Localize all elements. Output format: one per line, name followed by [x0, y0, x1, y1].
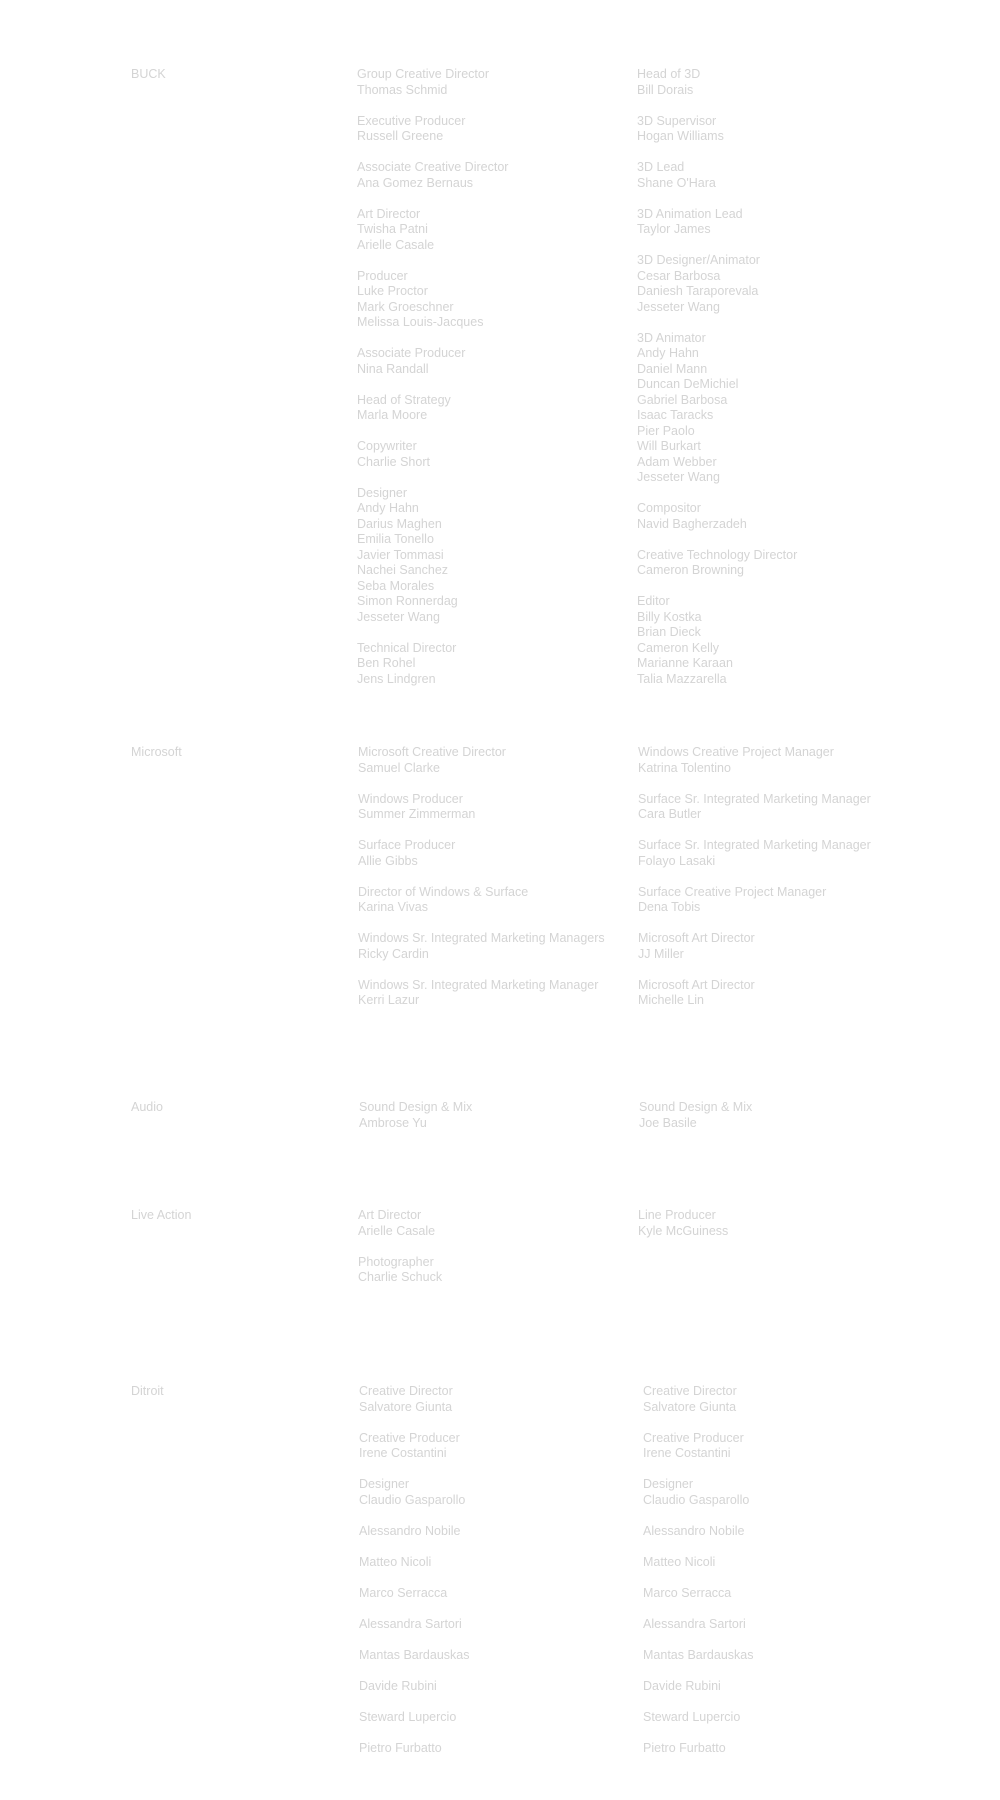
credit-role: Windows Producer [358, 791, 463, 806]
credits-column-left [358, 1208, 628, 1301]
credit-group [638, 792, 908, 823]
credit-name: Marco Serracca [359, 1585, 448, 1600]
credit-role: Microsoft Art Director [638, 931, 755, 945]
credit-name: Cameron Browning [637, 563, 744, 577]
section-label: Microsoft [131, 745, 182, 759]
credit-group [643, 1586, 913, 1602]
credit-group [643, 1741, 913, 1757]
credits-column-right [638, 745, 908, 1024]
credit-name: Kyle McGuiness [638, 1223, 729, 1238]
credit-group [357, 269, 627, 331]
credit-name: Adam Webber [637, 454, 717, 469]
credits-column-right [643, 1384, 913, 1772]
credit-group [359, 1100, 629, 1131]
credit-name: Claudio Gasparollo [643, 1492, 750, 1507]
credit-name: Simon Ronnerdag [357, 594, 458, 608]
credit-group [643, 1617, 913, 1633]
credit-group [638, 1208, 908, 1239]
credit-name: Allie Gibbs [358, 853, 418, 868]
credit-group [638, 745, 908, 776]
credit-name: Matteo Nicoli [359, 1554, 432, 1569]
credit-group [357, 207, 627, 254]
credit-name: Darius Maghen [357, 516, 442, 531]
credit-role: Copywriter [357, 439, 417, 453]
credit-name: Pietro Furbatto [643, 1740, 726, 1755]
credit-name: Nachei Sanchez [357, 563, 449, 577]
credit-role: Art Director [358, 1208, 422, 1222]
credit-group [359, 1431, 629, 1462]
credits-column-left [359, 1100, 629, 1147]
credit-name: Billy Kostka [637, 609, 702, 624]
credit-name: Nina Randall [357, 361, 429, 376]
credit-name: Salvatore Giunta [359, 1399, 453, 1414]
section-label: BUCK [131, 67, 166, 81]
credit-name: Michelle Lin [638, 993, 705, 1007]
credits-column-right [639, 1100, 909, 1147]
credits-column-left [358, 745, 628, 1024]
credit-name: Pier Paolo [637, 423, 695, 438]
credit-role: Executive Producer [357, 113, 466, 128]
credit-group [643, 1384, 913, 1415]
credit-role: Surface Creative Project Manager [638, 884, 827, 899]
credit-role: Line Producer [638, 1208, 716, 1222]
credit-role: Microsoft Art Director [638, 977, 755, 992]
credit-group [638, 978, 908, 1009]
credit-name: Jens Lindgren [357, 671, 436, 686]
credit-group [359, 1617, 629, 1633]
credit-group [643, 1555, 913, 1571]
credit-role: Associate Creative Director [357, 160, 509, 174]
credit-role: Group Creative Director [357, 67, 489, 81]
credit-name: Alessandro Nobile [359, 1523, 461, 1538]
credit-name: Irene Costantini [359, 1446, 447, 1460]
credit-group [638, 838, 908, 869]
credit-name: Dena Tobis [638, 900, 701, 914]
credit-name: Jesseter Wang [637, 299, 720, 314]
credit-group [638, 885, 908, 916]
section-label: Audio [131, 1100, 163, 1114]
credit-name: Andy Hahn [357, 501, 419, 515]
credit-role: Designer [359, 1477, 410, 1491]
credit-name: Andy Hahn [637, 346, 699, 360]
credit-name: Summer Zimmerman [358, 807, 476, 821]
credit-name: Folayo Lasaki [638, 853, 716, 868]
credit-group [643, 1477, 913, 1508]
credit-role: Surface Sr. Integrated Marketing Manager [638, 791, 871, 806]
credit-group [359, 1586, 629, 1602]
credit-group [639, 1100, 909, 1131]
credit-group [358, 931, 628, 962]
credit-name: Javier Tommasi [357, 547, 444, 562]
credit-name: Joe Basile [639, 1115, 697, 1130]
credit-name: Irene Costantini [643, 1446, 731, 1460]
credits-column-right [637, 67, 907, 703]
credit-role: Head of Strategy [357, 392, 451, 407]
section-label: Ditroit [131, 1384, 164, 1398]
credit-group [359, 1524, 629, 1540]
credit-name: Mark Groeschner [357, 299, 454, 314]
credit-name: Ricky Cardin [358, 946, 429, 961]
credit-role: Producer [357, 268, 408, 283]
credit-role: 3D Lead [637, 160, 685, 174]
credit-group [643, 1710, 913, 1726]
credit-group [637, 501, 907, 532]
credit-name: Emilia Tonello [357, 532, 434, 546]
credit-name: Katrina Tolentino [638, 760, 731, 775]
credit-group [357, 641, 627, 688]
credit-name: Ben Rohel [357, 656, 416, 670]
credit-name: Salvatore Giunta [643, 1399, 737, 1414]
credit-role: Sound Design & Mix [359, 1100, 473, 1114]
credit-role: 3D Animator [637, 330, 706, 345]
credit-role: Surface Producer [358, 838, 456, 852]
credit-name: Kerri Lazur [358, 993, 420, 1007]
credit-group [359, 1648, 629, 1664]
credit-name: Ana Gomez Bernaus [357, 175, 474, 190]
credit-role: Technical Director [357, 640, 457, 655]
credit-name: Arielle Casale [357, 237, 435, 252]
credits-column-left [357, 67, 627, 703]
credit-name: Charlie Short [357, 454, 430, 469]
credits-column-left [359, 1384, 629, 1772]
credit-role: Windows Sr. Integrated Marketing Managers [358, 931, 605, 945]
credit-group [643, 1679, 913, 1695]
credit-name: Matteo Nicoli [643, 1554, 716, 1569]
credit-role: Designer [643, 1477, 694, 1491]
credit-name: Steward Lupercio [359, 1709, 457, 1724]
credit-name: Cameron Kelly [637, 640, 719, 655]
credit-name: Talia Mazzarella [637, 671, 727, 686]
credit-name: Isaac Taracks [637, 408, 714, 422]
credit-role: Compositor [637, 501, 701, 515]
credit-name: Mantas Bardauskas [359, 1647, 470, 1662]
credit-group [637, 594, 907, 687]
credit-group [637, 67, 907, 98]
credit-role: Windows Sr. Integrated Marketing Manager [358, 977, 599, 992]
credit-name: Jesseter Wang [637, 470, 720, 484]
credit-name: Davide Rubini [643, 1678, 721, 1693]
credit-name: Arielle Casale [358, 1223, 436, 1238]
credit-group [637, 160, 907, 191]
credit-role: Art Director [357, 206, 421, 221]
credit-name: Duncan DeMichiel [637, 377, 739, 391]
credit-name: Marianne Karaan [637, 656, 733, 670]
credit-name: Davide Rubini [359, 1678, 437, 1693]
section-label: Live Action [131, 1208, 192, 1222]
credit-role: Editor [637, 594, 670, 608]
credit-name: Ambrose Yu [359, 1115, 427, 1130]
credit-group [358, 885, 628, 916]
credit-name: Bill Dorais [637, 82, 694, 97]
credit-role: Head of 3D [637, 67, 701, 81]
credit-group [359, 1710, 629, 1726]
credit-role: Designer [357, 485, 408, 500]
credit-group [358, 1255, 628, 1286]
credit-name: Samuel Clarke [358, 760, 440, 775]
credit-role: Creative Director [643, 1384, 737, 1398]
credit-name: Navid Bagherzadeh [637, 516, 747, 531]
credit-group [637, 207, 907, 238]
credit-name: Alessandra Sartori [643, 1616, 746, 1631]
credit-group [359, 1679, 629, 1695]
credit-group [357, 486, 627, 626]
credit-name: Jesseter Wang [357, 609, 440, 624]
credit-name: Alessandra Sartori [359, 1616, 462, 1631]
credit-group [357, 114, 627, 145]
credit-group [643, 1648, 913, 1664]
credit-name: Claudio Gasparollo [359, 1492, 466, 1507]
credit-group [358, 838, 628, 869]
credit-group [643, 1524, 913, 1540]
credit-group [637, 548, 907, 579]
credit-group [359, 1384, 629, 1415]
credit-name: Marla Moore [357, 408, 428, 422]
credit-group [357, 346, 627, 377]
credit-name: Brian Dieck [637, 625, 701, 639]
credit-name: Cesar Barbosa [637, 268, 721, 283]
credit-group [637, 331, 907, 486]
credit-name: Taylor James [637, 222, 711, 236]
credit-role: Creative Director [359, 1384, 453, 1398]
credit-name: Pietro Furbatto [359, 1740, 442, 1755]
credit-group [643, 1431, 913, 1462]
credit-group [358, 792, 628, 823]
credit-group [358, 745, 628, 776]
credit-group [637, 253, 907, 315]
credit-group [359, 1741, 629, 1757]
credit-role: Creative Producer [643, 1430, 744, 1445]
credit-name: Will Burkart [637, 439, 701, 453]
credit-name: Alessandro Nobile [643, 1523, 745, 1538]
credit-role: 3D Animation Lead [637, 206, 743, 221]
credit-name: Karina Vivas [358, 900, 428, 914]
credit-name: Russell Greene [357, 129, 444, 143]
credit-name: Thomas Schmid [357, 82, 448, 97]
credit-group [357, 160, 627, 191]
credit-group [358, 1208, 628, 1239]
credit-name: Seba Morales [357, 578, 435, 593]
credit-name: Marco Serracca [643, 1585, 732, 1600]
credit-group [359, 1555, 629, 1571]
credit-name: Daniesh Taraporevala [637, 284, 759, 298]
credit-role: Windows Creative Project Manager [638, 745, 834, 759]
credit-name: Twisha Patni [357, 222, 428, 236]
credit-group [357, 393, 627, 424]
credit-role: Director of Windows & Surface [358, 884, 529, 899]
credit-role: 3D Designer/Animator [637, 253, 760, 267]
credit-name: Charlie Schuck [358, 1270, 443, 1284]
credit-name: Daniel Mann [637, 361, 708, 376]
credit-role: Sound Design & Mix [639, 1100, 753, 1114]
credit-group [357, 67, 627, 98]
credit-name: Gabriel Barbosa [637, 392, 728, 407]
credit-name: Melissa Louis-Jacques [357, 315, 484, 329]
credit-role: Creative Technology Director [637, 547, 798, 562]
credit-name: Luke Proctor [357, 284, 428, 298]
credit-group [358, 978, 628, 1009]
credit-group [357, 439, 627, 470]
credit-role: Photographer [358, 1254, 434, 1269]
credit-role: Microsoft Creative Director [358, 745, 506, 759]
credit-name: Mantas Bardauskas [643, 1647, 754, 1662]
credit-name: Cara Butler [638, 807, 702, 821]
credit-name: JJ Miller [638, 946, 684, 961]
credits-column-right [638, 1208, 908, 1255]
credit-role: Associate Producer [357, 346, 466, 360]
credit-role: 3D Supervisor [637, 113, 717, 128]
credit-group [638, 931, 908, 962]
credit-group [637, 114, 907, 145]
credit-role: Surface Sr. Integrated Marketing Manager [638, 838, 871, 852]
credit-role: Creative Producer [359, 1430, 460, 1445]
credit-name: Hogan Williams [637, 129, 724, 143]
credit-name: Shane O'Hara [637, 175, 716, 190]
credit-name: Steward Lupercio [643, 1709, 741, 1724]
credit-group [359, 1477, 629, 1508]
